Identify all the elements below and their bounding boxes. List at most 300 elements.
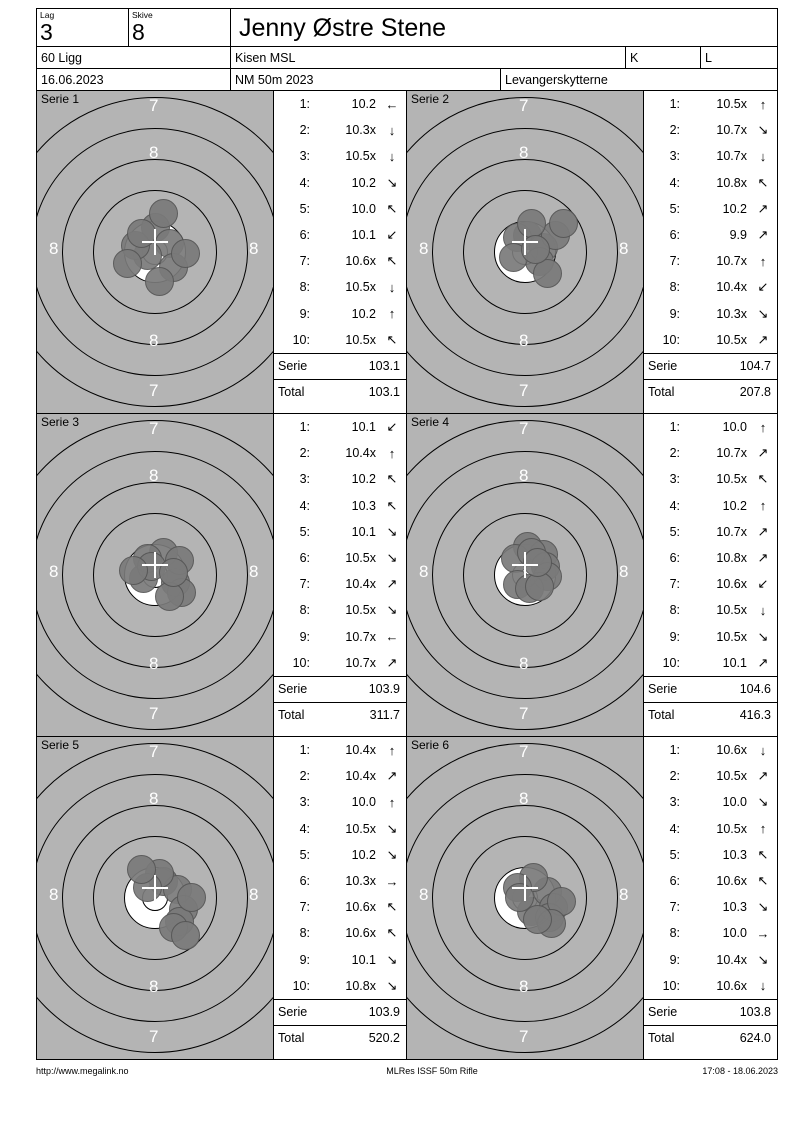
ring-number: 8 [49, 239, 59, 258]
shot-direction-icon: ↘ [386, 820, 398, 836]
shot-list [644, 737, 777, 1059]
shot-value: 10.6x [345, 900, 376, 915]
serie-row [37, 91, 777, 414]
shot-direction-icon: → [756, 925, 770, 941]
shot-index: 9: [299, 952, 310, 967]
target-graphic [407, 414, 644, 736]
shot-row [644, 894, 777, 920]
target-graphic [407, 91, 644, 413]
ring-number: 8 [149, 654, 159, 673]
shot-row [644, 91, 777, 117]
ring-number: 8 [519, 143, 529, 162]
shot-direction-icon: ↖ [757, 174, 769, 190]
serie-score: 104.7 [739, 359, 771, 374]
serie-name: Serie 1 [41, 92, 80, 106]
shot-index: 5: [669, 524, 680, 539]
group-center-crosshair [512, 229, 538, 255]
total-score-row [274, 379, 406, 405]
shot-hole [149, 199, 178, 228]
serie-panel [37, 414, 407, 736]
competition-value: NM 50m 2023 [235, 72, 314, 87]
shot-row [274, 947, 406, 973]
shot-row [274, 91, 406, 117]
shot-value: 10.5x [716, 97, 747, 112]
shot-row [274, 414, 406, 440]
shot-index: 7: [669, 900, 680, 915]
shot-value: 10.7x [716, 446, 747, 461]
shot-index: 10: [662, 978, 680, 993]
shot-row [274, 973, 406, 999]
shot-value: 10.4x [345, 446, 376, 461]
shot-direction-icon: ↘ [757, 794, 769, 810]
shot-index: 5: [669, 847, 680, 862]
shot-index: 2: [299, 446, 310, 461]
serie-score-row [274, 999, 406, 1025]
total-label: Total [648, 385, 675, 400]
total-label: Total [278, 385, 305, 400]
club-value: Kisen MSL [235, 50, 296, 65]
ring-number: 8 [619, 885, 629, 904]
shot-index: 10: [292, 332, 310, 347]
shot-index: 8: [299, 926, 310, 941]
ring-number: 8 [249, 885, 259, 904]
shot-list [644, 414, 777, 736]
shot-value: 10.0 [722, 795, 747, 810]
shot-value: 10.4x [345, 577, 376, 592]
shot-row [644, 440, 777, 466]
shot-row [274, 894, 406, 920]
shot-row [274, 222, 406, 248]
shot-row [274, 571, 406, 597]
serie-score-row [644, 353, 777, 379]
shot-value: 10.2 [351, 472, 376, 487]
shot-value: 10.3 [351, 498, 376, 513]
serie-label: Serie [648, 682, 678, 697]
ring-number: 8 [149, 331, 159, 350]
shot-index: 8: [299, 603, 310, 618]
shot-value: 10.3x [345, 874, 376, 889]
shot-value: 10.7x [716, 524, 747, 539]
shot-value: 10.2 [351, 175, 376, 190]
shot-direction-icon: ↖ [386, 899, 398, 915]
shot-direction-icon: ↑ [388, 794, 396, 810]
target-graphic [37, 414, 274, 736]
shot-index: 4: [299, 175, 310, 190]
ring-number: 8 [149, 143, 159, 162]
shot-value: 10.5x [345, 149, 376, 164]
shot-direction-icon: ↗ [757, 331, 769, 347]
shot-value: 10.8x [716, 551, 747, 566]
shot-hole [145, 267, 174, 296]
total-score-row [644, 1025, 777, 1051]
competition-cell [231, 69, 501, 90]
shot-row [274, 327, 406, 353]
shot-value: 10.8x [716, 175, 747, 190]
team-cell [501, 69, 777, 90]
header-row-identity [37, 9, 777, 47]
shot-direction-icon: ↖ [386, 925, 398, 941]
shot-index: 6: [669, 551, 680, 566]
shot-hole [171, 921, 200, 950]
shot-row [644, 737, 777, 763]
shot-row [644, 597, 777, 623]
ring-number: 7 [149, 96, 159, 115]
skive-label: Skive [132, 10, 153, 20]
shot-value: 10.5x [716, 629, 747, 644]
shot-direction-icon: ↑ [388, 742, 396, 758]
shot-value: 10.3x [716, 306, 747, 321]
ring-number: 8 [149, 789, 159, 808]
shot-direction-icon: ↓ [759, 148, 767, 164]
shot-direction-icon: ↗ [757, 654, 769, 670]
team-value: Levangerskytterne [505, 72, 608, 87]
shot-row [644, 947, 777, 973]
shot-value: 10.0 [351, 795, 376, 810]
ring-number: 7 [519, 419, 529, 438]
total-score-row [274, 1025, 406, 1051]
serie-score-row [644, 999, 777, 1025]
total-label: Total [648, 1031, 675, 1046]
shot-value: 10.5x [716, 332, 747, 347]
shot-direction-icon: ↗ [386, 576, 398, 592]
shot-row [274, 519, 406, 545]
header-row-event [37, 69, 777, 91]
group-center-crosshair [142, 875, 168, 901]
ring-number: 7 [149, 381, 159, 400]
shot-row [274, 737, 406, 763]
serie-score-row [274, 353, 406, 379]
ring-number: 8 [519, 466, 529, 485]
total-score: 207.8 [739, 385, 771, 400]
shot-direction-icon: ↖ [757, 846, 769, 862]
shot-hole [523, 905, 552, 934]
serie-label: Serie [648, 359, 678, 374]
serie-name: Serie 6 [411, 738, 450, 752]
shot-direction-icon: ↖ [757, 873, 769, 889]
shot-direction-icon: ↑ [759, 96, 767, 112]
total-score: 103.1 [368, 385, 400, 400]
ring-number: 7 [519, 704, 529, 723]
shot-list [274, 91, 406, 413]
shot-index: 1: [669, 743, 680, 758]
shot-value: 10.5x [716, 821, 747, 836]
shot-index: 3: [669, 149, 680, 164]
shot-value: 10.2 [722, 498, 747, 513]
shot-direction-icon: ↘ [757, 628, 769, 644]
shot-direction-icon: ↑ [759, 419, 767, 435]
shot-direction-icon: ↗ [757, 550, 769, 566]
ring-number: 8 [49, 885, 59, 904]
ring-number: 8 [249, 239, 259, 258]
series-container [37, 91, 777, 1060]
header-row-class [37, 47, 777, 69]
shot-direction-icon: ↗ [386, 768, 398, 784]
shot-index: 7: [299, 577, 310, 592]
skive-cell [129, 9, 231, 46]
shot-direction-icon: ↓ [388, 148, 396, 164]
shot-row [274, 868, 406, 894]
shot-value: 10.2 [351, 306, 376, 321]
shot-value: 10.2 [351, 847, 376, 862]
shot-index: 3: [299, 472, 310, 487]
shot-row [274, 920, 406, 946]
shot-direction-icon: ↖ [386, 331, 398, 347]
shot-value: 10.6x [716, 874, 747, 889]
shot-index: 3: [299, 795, 310, 810]
shot-direction-icon: ↘ [386, 977, 398, 993]
shot-index: 2: [669, 123, 680, 138]
shot-row [274, 650, 406, 676]
shot-index: 5: [299, 847, 310, 862]
shot-index: 10: [662, 332, 680, 347]
ring-number: 8 [519, 977, 529, 996]
shot-value: 10.3 [722, 900, 747, 915]
total-score-row [644, 702, 777, 728]
shot-row [274, 842, 406, 868]
shot-row [274, 274, 406, 300]
shot-direction-icon: ↖ [386, 497, 398, 513]
shot-index: 2: [299, 769, 310, 784]
shot-list [274, 737, 406, 1059]
shot-value: 10.1 [351, 952, 376, 967]
shot-hole [171, 239, 200, 268]
serie-name: Serie 4 [411, 415, 450, 429]
shot-direction-icon: ↘ [386, 602, 398, 618]
lag-label: Lag [40, 10, 55, 20]
shot-index: 6: [669, 228, 680, 243]
shot-direction-icon: ↙ [757, 279, 769, 295]
shot-row [644, 301, 777, 327]
shot-index: 9: [299, 306, 310, 321]
shot-value: 9.9 [729, 228, 747, 243]
shot-index: 6: [299, 551, 310, 566]
group-center-crosshair [142, 552, 168, 578]
ring-number: 8 [49, 562, 59, 581]
shot-row [644, 545, 777, 571]
shot-direction-icon: ↖ [386, 253, 398, 269]
serie-row [37, 414, 777, 737]
shot-row [644, 624, 777, 650]
shot-value: 10.8x [345, 978, 376, 993]
shot-index: 2: [669, 769, 680, 784]
shot-index: 1: [669, 97, 680, 112]
shot-row [274, 789, 406, 815]
shot-direction-icon: ↘ [757, 951, 769, 967]
shot-index: 3: [669, 472, 680, 487]
shot-value: 10.4x [345, 743, 376, 758]
shot-direction-icon: ↘ [386, 846, 398, 862]
shot-index: 4: [669, 821, 680, 836]
ring-number: 8 [619, 239, 629, 258]
shot-direction-icon: ↙ [386, 227, 398, 243]
shot-direction-icon: ↓ [759, 978, 767, 994]
shot-index: 8: [669, 926, 680, 941]
club-cell [231, 47, 626, 68]
shot-row [644, 519, 777, 545]
shot-row [644, 920, 777, 946]
lag-value: 3 [40, 19, 53, 45]
shot-value: 10.5x [345, 821, 376, 836]
shot-direction-icon: ↘ [386, 550, 398, 566]
shot-index: 8: [669, 603, 680, 618]
shot-index: 9: [669, 629, 680, 644]
shot-list [644, 91, 777, 413]
shot-index: 4: [299, 498, 310, 513]
l-label: L [705, 50, 712, 65]
shot-direction-icon: ↘ [757, 305, 769, 321]
shot-index: 1: [669, 420, 680, 435]
shot-row [644, 170, 777, 196]
serie-score: 103.9 [368, 1005, 400, 1020]
lag-cell [37, 9, 129, 46]
shot-row [274, 545, 406, 571]
shot-direction-icon: ↖ [386, 200, 398, 216]
shot-direction-icon: ↓ [759, 742, 767, 758]
ring-number: 7 [149, 1027, 159, 1046]
shot-direction-icon: ↗ [757, 523, 769, 539]
shot-row [274, 763, 406, 789]
shot-value: 10.6x [345, 926, 376, 941]
shot-value: 10.5x [345, 551, 376, 566]
shot-row [274, 196, 406, 222]
shot-row [644, 868, 777, 894]
total-score-row [644, 379, 777, 405]
shot-value: 10.2 [722, 201, 747, 216]
ring-number: 7 [149, 419, 159, 438]
serie-score: 104.6 [739, 682, 771, 697]
shot-row [644, 571, 777, 597]
shot-row [274, 301, 406, 327]
ring-number: 7 [519, 1027, 529, 1046]
shot-direction-icon: ↘ [386, 174, 398, 190]
shot-hole [549, 209, 578, 238]
shot-row [644, 816, 777, 842]
serie-score-row [274, 676, 406, 702]
shot-index: 8: [299, 280, 310, 295]
total-score: 624.0 [739, 1031, 771, 1046]
skive-value: 8 [132, 19, 145, 45]
shot-value: 10.1 [351, 524, 376, 539]
ring-number: 7 [519, 381, 529, 400]
target-graphic [37, 737, 274, 1059]
shot-direction-icon: ↙ [757, 576, 769, 592]
shot-index: 5: [299, 201, 310, 216]
footer-url[interactable]: http://www.megalink.no [36, 1066, 129, 1076]
total-score: 416.3 [739, 708, 771, 723]
date-value: 16.06.2023 [41, 72, 104, 87]
shot-direction-icon: ↑ [388, 306, 396, 322]
serie-score: 103.8 [739, 1005, 771, 1020]
shot-index: 7: [669, 577, 680, 592]
serie-score: 103.1 [368, 359, 400, 374]
shot-index: 4: [299, 821, 310, 836]
shot-direction-icon: ↑ [759, 253, 767, 269]
shot-value: 10.4x [716, 280, 747, 295]
shot-direction-icon: ↑ [759, 821, 767, 837]
shot-row [274, 248, 406, 274]
serie-row [37, 737, 777, 1060]
shot-value: 10.5x [345, 603, 376, 618]
serie-name: Serie 3 [41, 415, 80, 429]
shot-row [644, 973, 777, 999]
shot-value: 10.6x [345, 254, 376, 269]
shot-direction-icon: ← [385, 629, 399, 645]
serie-name: Serie 2 [411, 92, 450, 106]
target-graphic [407, 737, 644, 1059]
class-value: 60 Ligg [41, 50, 83, 65]
shot-row [644, 466, 777, 492]
shot-list [274, 414, 406, 736]
shot-value: 10.7x [716, 254, 747, 269]
ring-number: 8 [519, 654, 529, 673]
class-cell [37, 47, 231, 68]
shot-value: 10.6x [716, 978, 747, 993]
shot-value: 10.1 [351, 228, 376, 243]
l-cell [701, 47, 777, 68]
shot-direction-icon: ↗ [757, 200, 769, 216]
shot-value: 10.0 [722, 420, 747, 435]
shot-value: 10.2 [351, 97, 376, 112]
shot-index: 1: [299, 97, 310, 112]
shot-value: 10.3 [722, 847, 747, 862]
group-center-crosshair [142, 229, 168, 255]
serie-label: Serie [278, 682, 308, 697]
serie-panel [37, 91, 407, 413]
shot-direction-icon: ↗ [757, 445, 769, 461]
shot-index: 10: [292, 978, 310, 993]
serie-panel [407, 414, 777, 736]
ring-number: 8 [519, 331, 529, 350]
shot-row [644, 493, 777, 519]
shot-direction-icon: ↘ [757, 899, 769, 915]
shot-value: 10.6x [716, 743, 747, 758]
shot-direction-icon: ↘ [757, 122, 769, 138]
result-sheet [36, 8, 778, 1060]
shot-index: 2: [669, 446, 680, 461]
footer [36, 1060, 778, 1076]
serie-score-row [644, 676, 777, 702]
shot-value: 10.5x [345, 332, 376, 347]
ring-number: 8 [419, 239, 429, 258]
shot-row [274, 440, 406, 466]
shot-value: 10.7x [345, 629, 376, 644]
shot-direction-icon: ↓ [759, 602, 767, 618]
total-score: 311.7 [369, 708, 400, 723]
serie-panel [407, 91, 777, 413]
shot-value: 10.5x [716, 769, 747, 784]
shot-value: 10.7x [345, 655, 376, 670]
ring-number: 7 [149, 704, 159, 723]
shot-index: 7: [299, 900, 310, 915]
shot-index: 6: [299, 874, 310, 889]
shot-row [274, 816, 406, 842]
shot-index: 2: [299, 123, 310, 138]
total-score-row [274, 702, 406, 728]
shot-direction-icon: ↙ [386, 419, 398, 435]
shot-row [274, 143, 406, 169]
shot-value: 10.5x [716, 472, 747, 487]
shot-index: 9: [669, 952, 680, 967]
group-center-crosshair [512, 552, 538, 578]
shot-index: 4: [669, 498, 680, 513]
shot-index: 10: [292, 655, 310, 670]
ring-number: 7 [519, 96, 529, 115]
shot-row [644, 222, 777, 248]
serie-label: Serie [648, 1005, 678, 1020]
shot-row [644, 763, 777, 789]
shot-direction-icon: ↘ [386, 523, 398, 539]
serie-score: 103.9 [368, 682, 400, 697]
